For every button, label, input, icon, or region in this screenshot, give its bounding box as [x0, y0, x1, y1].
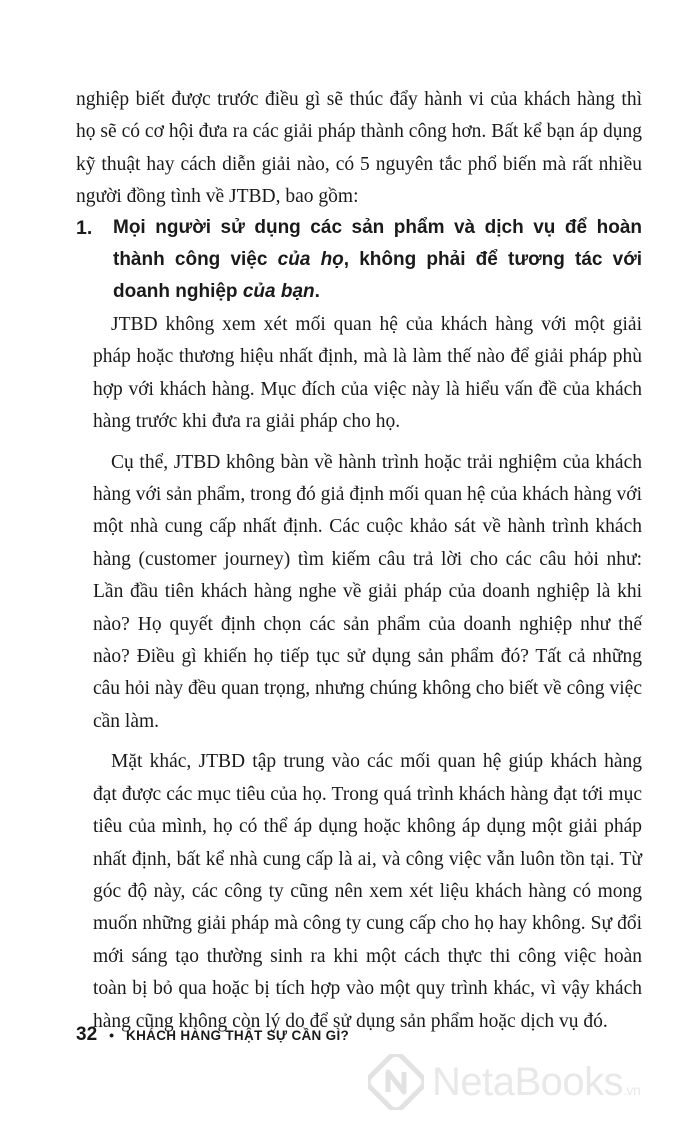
- body-paragraphs: [93, 309, 642, 1046]
- footer-bullet: •: [109, 1027, 115, 1043]
- heading-text-1: Mọi người sử dụng các sản phẩm và dịch vụ để hoàn thành công việc: [113, 217, 642, 271]
- watermark-brand: NetaBooks: [432, 1059, 624, 1104]
- heading-text-end: .: [314, 281, 320, 303]
- watermark-text: [432, 1060, 640, 1105]
- watermark-suffix: .vn: [623, 1081, 641, 1098]
- body-paragraph-2: Cụ thể, JTBD không bàn về hành trình hoặc trải nghiệm của khách hàng với sản phẩm, trong đó giả định mối quan hệ của khách hàng với một nhà cung cấp nhất định. Các cuộc khảo sát về hành trình khách hàng (customer journey) tìm kiếm câu trả lời cho các câu hỏi như: Lần đầu tiên khách hàng nghe về giải pháp của doanh nghiệp là khi nào? Họ quyết định chọn các sản phẩm của doanh nghiệp như thế nào? Điều gì khiến họ tiếp tục sử dụng sản phẩm đó? Tất cả những câu hỏi này đều quan trọng, nhưng chúng không cho biết về công việc cần làm.: [93, 451, 642, 732]
- watermark-logo-icon: [368, 1054, 424, 1110]
- heading-emphasis-2: của bạn: [242, 281, 315, 303]
- page-footer: [76, 1024, 349, 1046]
- watermark: [368, 1052, 698, 1112]
- body-paragraph-3: Mặt khác, JTBD tập trung vào các mối quan hệ giúp khách hàng đạt được các mục tiêu của họ. Trong quá trình khách hàng đạt tới mục tiêu của mình, họ có thể áp dụng hoặc không áp dụng một giải pháp nhất định, bất kể nhà cung cấp là ai, và công việc vẫn luôn tồn tại. Từ góc độ này, các công ty cũng nên xem xét liệu khách hàng có mong muốn những giải pháp mà công ty cung cấp cho họ hay không. Sự đổi mới sáng tạo thường sinh ra khi một cách thực thi công việc hoàn toàn bị bỏ qua hoặc bị tích hợp vào một quy trình khác, vì vậy khách hàng cũng không còn lý do để sử dụng sản phẩm hoặc dịch vụ đó.: [93, 751, 642, 1032]
- intro-paragraph: nghiệp biết được trước điều gì sẽ thúc đẩy hành vi của khách hàng thì họ sẽ có cơ hội đưa ra các giải pháp thành công hơn. Bất kể bạn áp dụng kỹ thuật hay cách diễn giải nào, có 5 nguyên tắc phổ biến mà rất nhiều người đồng tình về JTBD, bao gồm:: [76, 89, 642, 208]
- item-number: 1.: [76, 217, 93, 239]
- principle-item-1: [76, 212, 642, 309]
- page-number: 32: [76, 1024, 98, 1045]
- running-title: KHÁCH HÀNG THẬT SỰ CẦN GÌ?: [126, 1027, 350, 1043]
- body-paragraph-1: JTBD không xem xét mối quan hệ của khách hàng với một giải pháp hoặc thương hiệu nhất định, mà là làm thế nào để giải pháp phù hợp với khách hàng. Mục đích của việc này là hiểu vấn đề của khách hàng trước khi đưa ra giải pháp cho họ.: [93, 314, 642, 433]
- heading-emphasis-1: của họ: [277, 249, 344, 271]
- heading-text-2: , không phải để tương tác với doanh nghiệp: [113, 249, 643, 303]
- item-heading: [113, 212, 642, 309]
